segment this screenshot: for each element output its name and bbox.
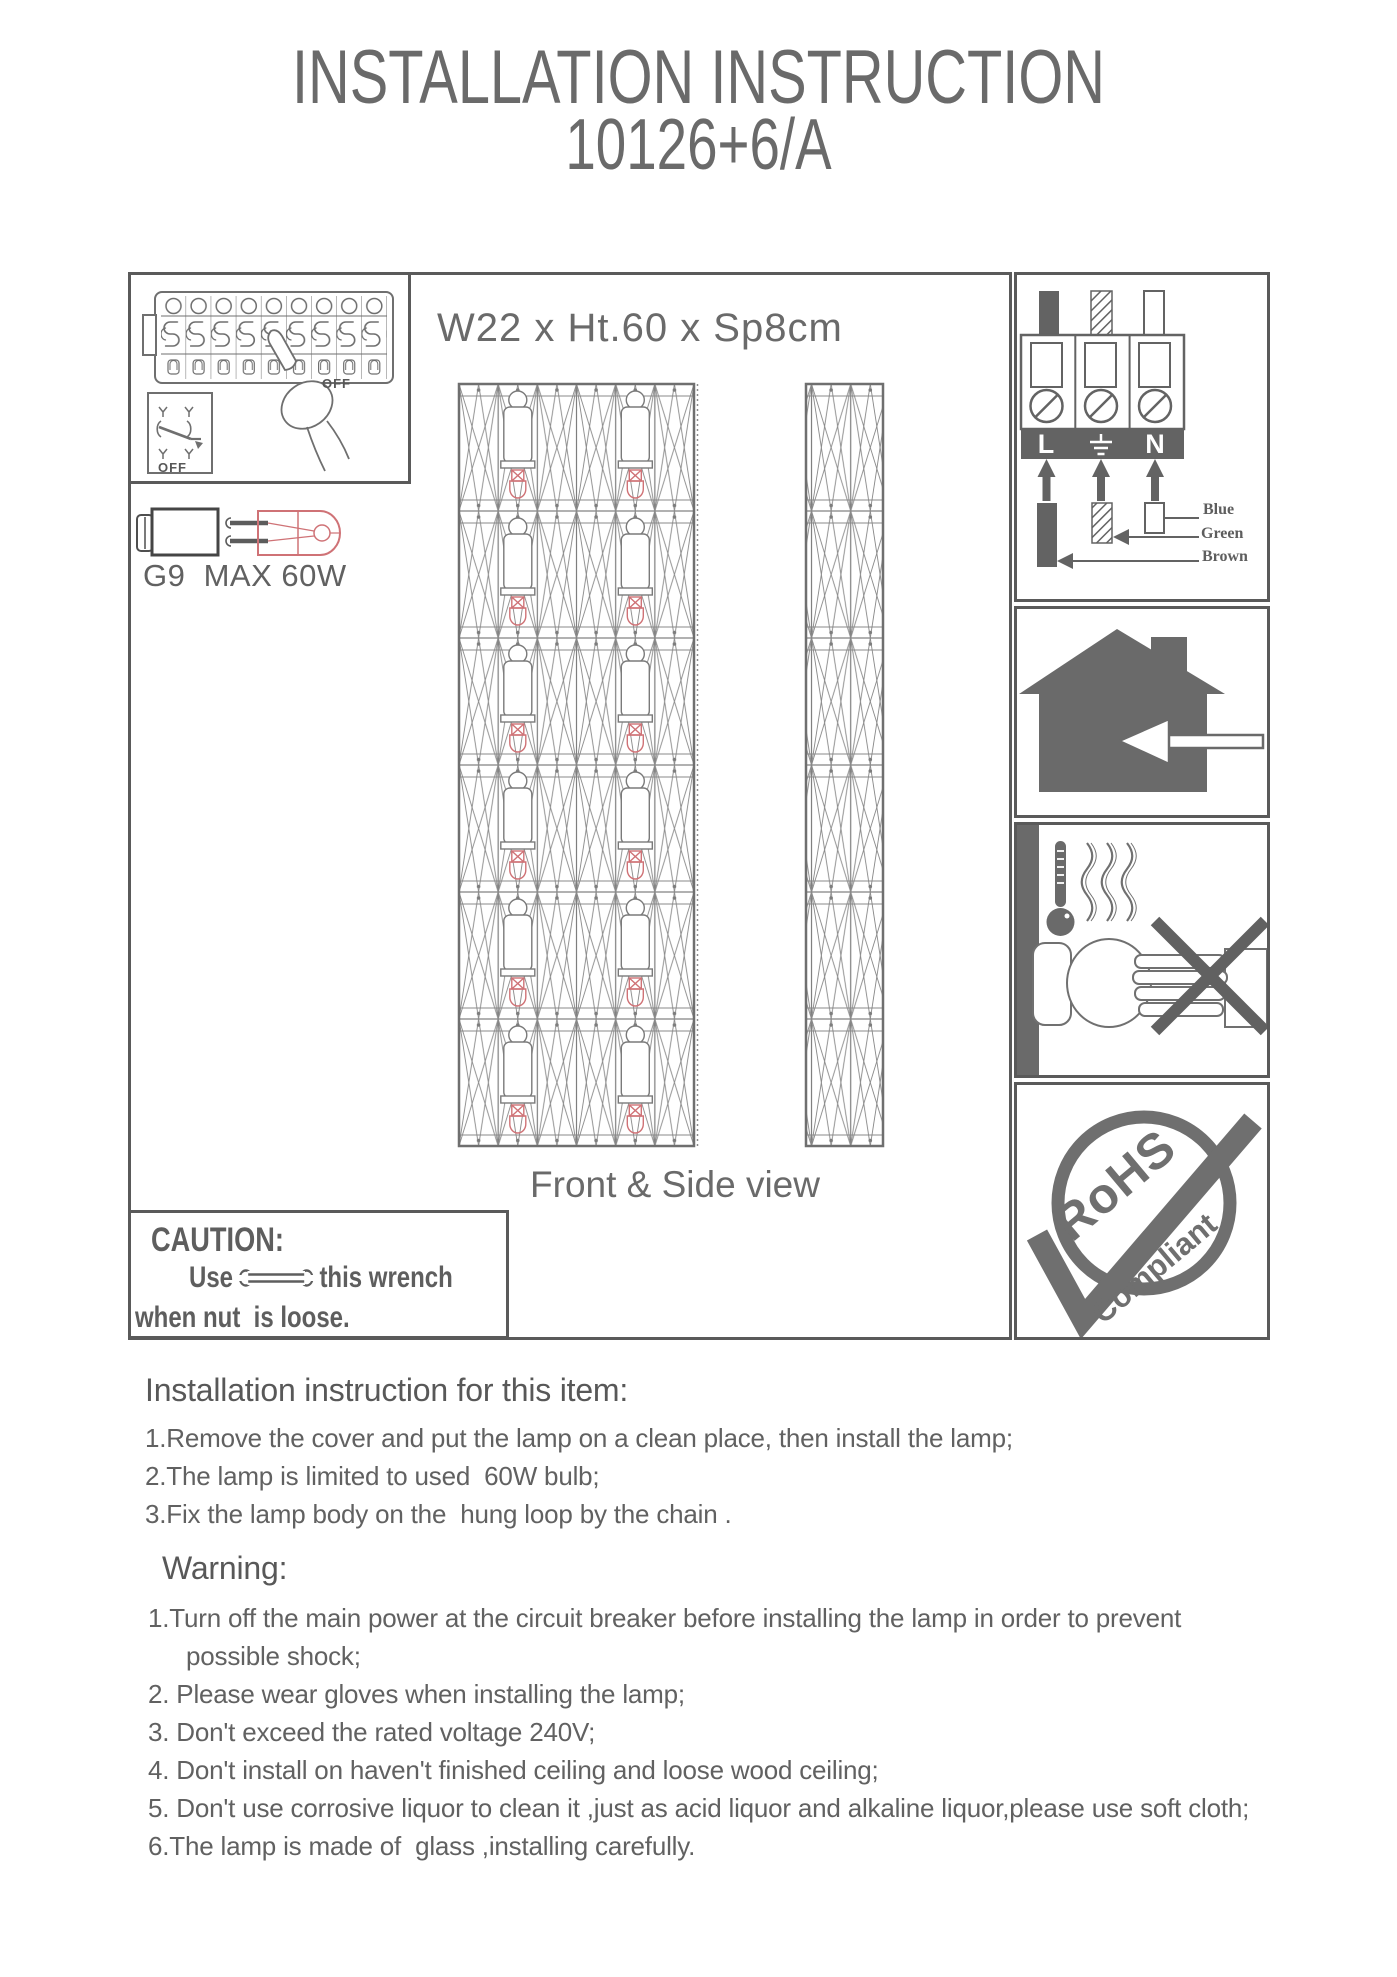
wire-label-green: Green [1201,525,1244,542]
bulb-spec-label: G9 MAX 60W [143,558,347,593]
caution-box [128,1210,509,1339]
lamp-side-view [806,384,883,1146]
panel-notch [143,315,156,355]
caution-heading: CAUTION: [151,1221,284,1259]
instruction-item: 3.Fix the lamp body on the hung loop by the chain . [145,1499,732,1529]
label-leader-lines [1063,518,1199,561]
rohs-text: RoHS [1043,1118,1187,1252]
page-title: INSTALLATION INSTRUCTION [292,35,1105,120]
hot-surface-warning-box [1014,822,1270,1078]
warning-item: 3. Don't exceed the rated voltage 240V; [148,1717,596,1747]
breaker-off-label: OFF [322,376,351,391]
warning-item: possible shock; [186,1641,361,1671]
wrench-icon [238,1267,315,1289]
green-wire-top [1091,291,1112,335]
dimensions-label: W22 x Ht.60 x Sp8cm [437,306,843,350]
house-icon [1017,609,1267,815]
warning-item: 4. Don't install on haven't finished ceiling and loose wood ceiling; [148,1755,879,1785]
heat-waves-icon [1082,843,1137,921]
blue-wire-top [1144,291,1164,335]
warning-section [148,1550,1249,1865]
brown-wire-top [1039,291,1059,335]
instructions-section [145,1372,1013,1533]
view-caption: Front & Side view [530,1164,820,1205]
wire-label-brown: Brown [1202,548,1248,565]
bulb-socket-icon [137,509,218,555]
rohs-logo-box [1014,1082,1270,1340]
caution-use-word: Use [189,1261,234,1294]
compliant-text: Compliant [1085,1206,1224,1331]
wiring-diagram [1014,272,1270,602]
wire-label-blue: Blue [1203,501,1235,518]
breaker-panel-drawing [131,275,408,481]
g9-bulb-icon [226,511,340,555]
breaker-illustration [128,272,411,484]
instructions-heading: Installation instruction for this item: [145,1372,629,1408]
thermometer-icon [1047,841,1075,936]
rohs-logo [1017,1085,1267,1337]
terminal-n-label: N [1145,429,1165,459]
warning-item: 6.The lamp is made of glass ,installing carefully. [148,1831,696,1861]
warning-item: 2. Please wear gloves when installing the lamp; [148,1679,685,1709]
lamp-views [455,380,895,1150]
indoor-use-box [1014,606,1270,818]
model-number: 10126+6/A [565,105,832,185]
green-wire-bottom [1092,503,1112,543]
warning-item: 5. Don't use corrosive liquor to clean it ,just as acid liquor and alkaline liquor,please use soft cloth; [148,1793,1250,1823]
heat-warning-icon [1017,825,1267,1075]
blue-wire-bottom [1145,503,1164,533]
warning-item: 1.Turn off the main power at the circuit breaker before installing the lamp in order to prevent [148,1603,1182,1633]
caution-line2: when nut is loose. [135,1301,350,1334]
caution-after-wrench: this wrench [319,1261,453,1294]
terminal-l-label: L [1037,429,1055,459]
warning-heading: Warning: [162,1550,288,1586]
brown-wire-bottom [1037,503,1057,567]
bulb-illustration [136,503,351,561]
up-arrows [1038,459,1165,501]
instruction-item: 1.Remove the cover and put the lamp on a clean place, then install the lamp; [145,1423,1013,1453]
knife-switch-off-label: OFF [158,460,187,475]
lamp-front-view [459,384,694,1146]
instruction-item: 2.The lamp is limited to used 60W bulb; [145,1461,600,1491]
